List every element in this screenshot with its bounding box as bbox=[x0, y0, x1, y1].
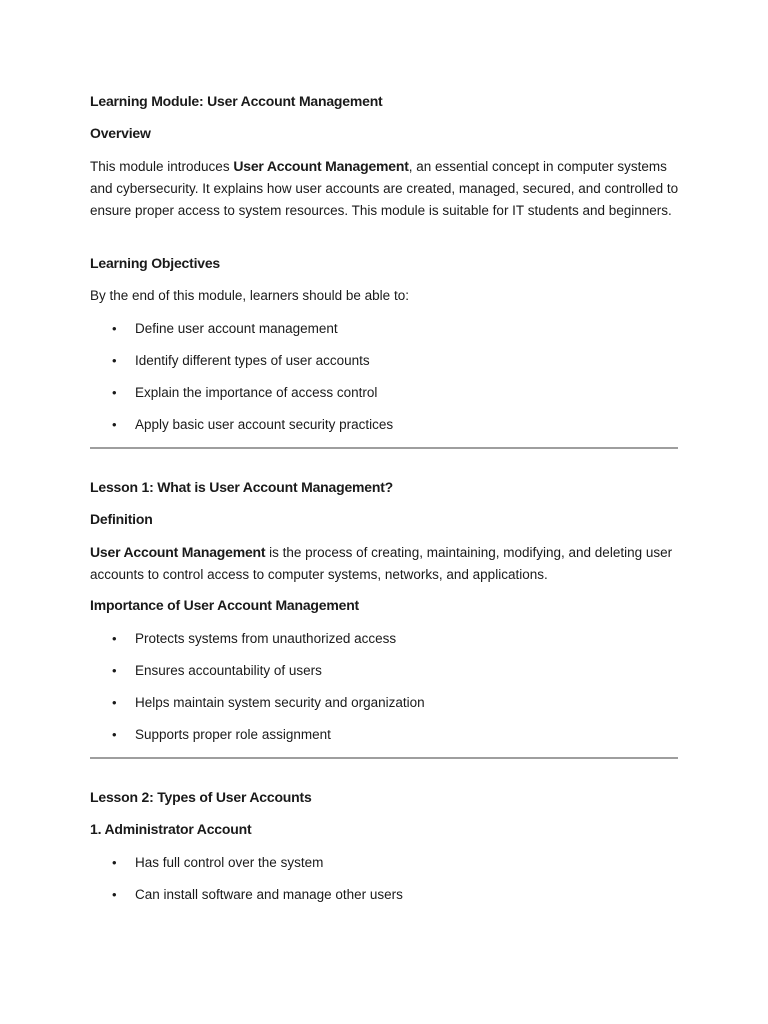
list-item: • Ensures accountability of users bbox=[112, 663, 322, 678]
section-divider bbox=[90, 757, 678, 759]
overview-heading: Overview bbox=[90, 125, 151, 141]
definition-paragraph bbox=[90, 541, 680, 586]
bullet-icon: • bbox=[112, 631, 117, 646]
list-item: • Identify different types of user accounts bbox=[112, 353, 370, 368]
bullet-icon: • bbox=[112, 887, 117, 902]
objectives-lead: By the end of this module, learners should be able to: bbox=[90, 288, 409, 303]
importance-heading: Importance of User Account Management bbox=[90, 597, 360, 613]
list-item: • Explain the importance of access control bbox=[112, 385, 378, 400]
bullet-icon: • bbox=[112, 353, 117, 368]
objectives-heading: Learning Objectives bbox=[90, 255, 221, 271]
bullet-icon: • bbox=[112, 855, 117, 870]
list-item: • Apply basic user account security practices bbox=[112, 417, 394, 432]
bullet-icon: • bbox=[112, 695, 117, 710]
importance-list bbox=[90, 630, 680, 758]
lesson2-heading: Lesson 2: Types of User Accounts bbox=[90, 789, 312, 805]
lesson1-heading: Lesson 1: What is User Account Management? bbox=[90, 479, 394, 495]
list-item: • Can install software and manage other users bbox=[112, 887, 403, 902]
overview-paragraph bbox=[90, 155, 680, 222]
section-divider bbox=[90, 447, 678, 449]
overview-text-bold: User Account Management bbox=[233, 158, 409, 174]
definition-term: User Account Management bbox=[90, 544, 266, 560]
overview-text-start: This module introduces bbox=[90, 159, 234, 174]
bullet-icon: • bbox=[112, 417, 117, 432]
administrator-account-heading: 1. Administrator Account bbox=[90, 821, 252, 837]
document-title: Learning Module: User Account Management bbox=[90, 93, 383, 109]
definition-text: is the process of creating, maintaining, modifying, and deleting user accounts to control access to computer systems, networks, and applications. bbox=[90, 545, 673, 582]
list-item: • Protects systems from unauthorized access bbox=[112, 631, 397, 646]
objectives-list bbox=[90, 320, 680, 448]
administrator-list bbox=[90, 854, 680, 918]
list-item: • Define user account management bbox=[112, 321, 338, 336]
bullet-icon: • bbox=[112, 663, 117, 678]
bullet-icon: • bbox=[112, 385, 117, 400]
list-item: • Has full control over the system bbox=[112, 855, 324, 870]
overview-text-end: , an essential concept in computer systems and cybersecurity. It explains how user accounts are created, managed, secured, and controlled to ensure proper access to system resources. This module is suitable for IT students and beginners. bbox=[90, 159, 679, 218]
definition-heading: Definition bbox=[90, 511, 153, 527]
list-item: • Supports proper role assignment bbox=[112, 727, 331, 742]
bullet-icon: • bbox=[112, 727, 117, 742]
list-item: • Helps maintain system security and organization bbox=[112, 695, 425, 710]
bullet-icon: • bbox=[112, 321, 117, 336]
